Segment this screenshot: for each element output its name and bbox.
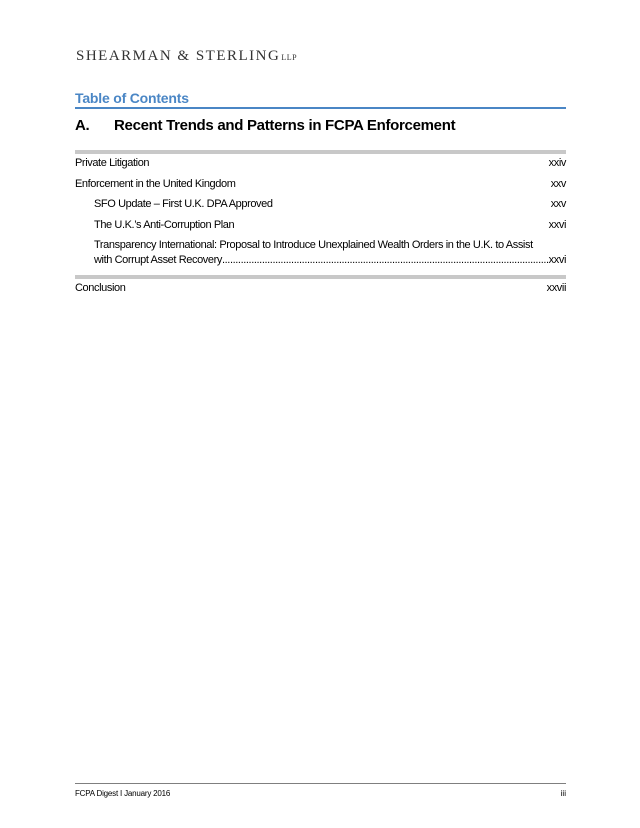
section-title: Recent Trends and Patterns in FCPA Enforcement	[114, 117, 456, 134]
toc-entry-text: Enforcement in the United Kingdom	[75, 178, 236, 190]
toc-entry-page: xxv	[550, 198, 566, 210]
section-divider-top	[75, 150, 566, 154]
toc-entry-text-line2: with Corrupt Asset Recovery	[94, 254, 222, 266]
toc-entry-line2	[94, 254, 566, 266]
toc-entry-page: xxiv	[548, 157, 566, 169]
toc-entry-text: Conclusion	[75, 282, 126, 294]
dot-leader	[222, 254, 549, 266]
firm-logo-name: SHEARMAN & STERLING	[76, 48, 281, 64]
toc-entry-page: xxvi	[548, 254, 566, 266]
footer-divider	[75, 783, 566, 784]
toc-entry-transparency[interactable]	[94, 239, 566, 266]
toc-entry-page: xxv	[550, 178, 566, 190]
toc-entry-text: SFO Update – First U.K. DPA Approved	[94, 198, 273, 210]
footer-page-number: iii	[560, 789, 566, 798]
toc-title: Table of Contents	[75, 90, 189, 106]
title-divider	[75, 107, 566, 109]
toc-entry-text: Private Litigation	[75, 157, 150, 169]
firm-logo	[76, 48, 297, 65]
section-letter: A.	[75, 117, 90, 134]
toc-entry-text: The U.K.’s Anti-Corruption Plan	[94, 219, 235, 231]
firm-logo-suffix: LLP	[281, 53, 298, 62]
toc-entry-page: xxvii	[546, 282, 566, 294]
section-divider-bottom	[75, 275, 566, 279]
footer-publication: FCPA Digest I January 2016	[75, 789, 171, 798]
section-heading	[75, 117, 455, 134]
toc-entry-text-line1: Transparency International: Proposal to Introduce Unexplained Wealth Orders in the U.K. to Assist	[94, 239, 533, 251]
toc-entry-page: xxvi	[548, 219, 566, 231]
